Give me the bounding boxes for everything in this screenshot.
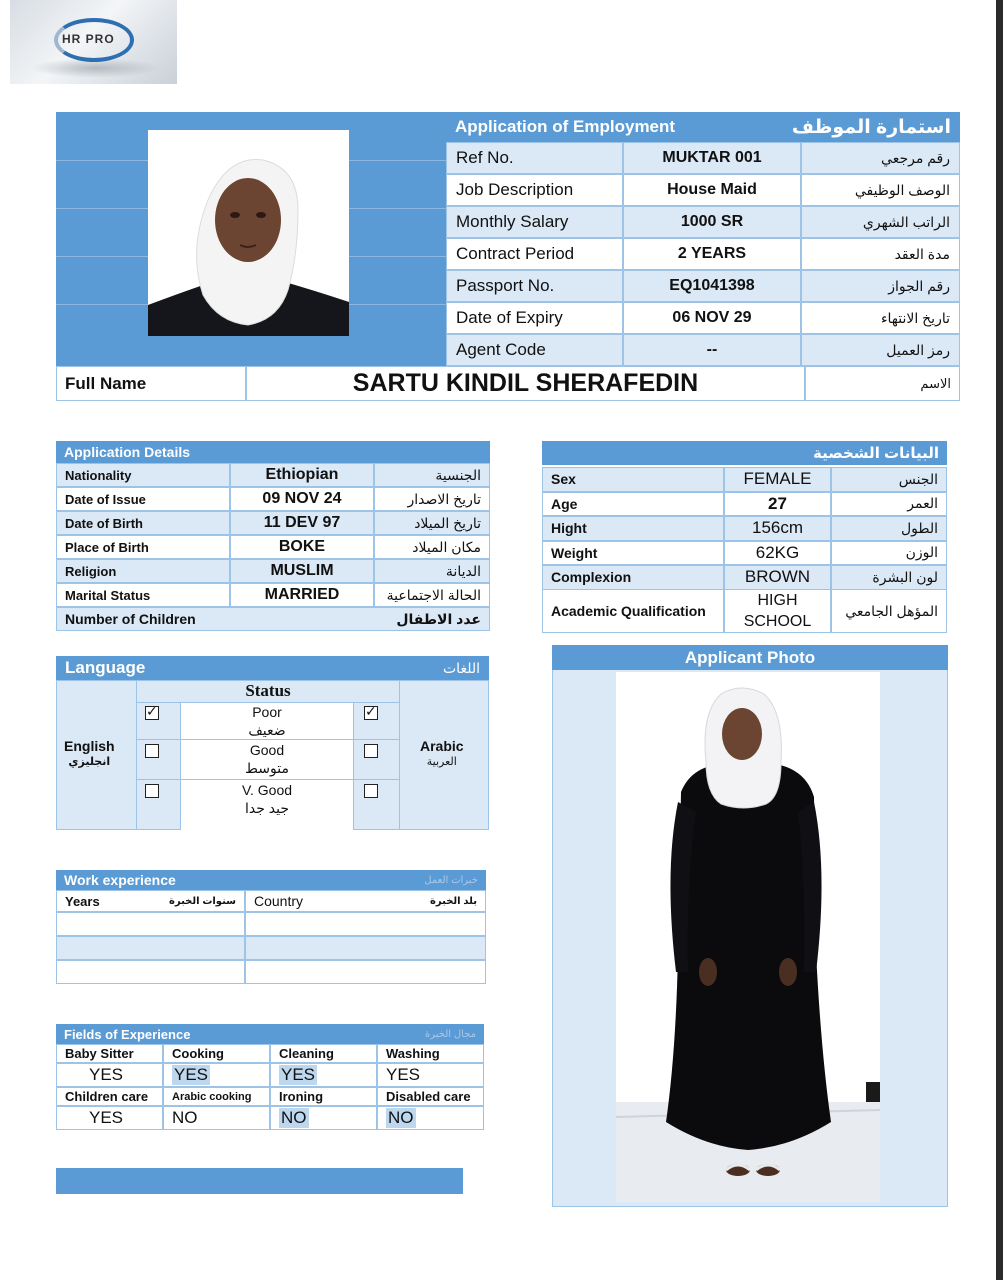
work-title-bar xyxy=(56,870,486,890)
field-row1-2-value-cell xyxy=(270,1063,377,1087)
app-row-2-label: Date of Birth xyxy=(56,511,230,535)
employment-title-bar xyxy=(446,112,960,142)
field-row2-1-label: Arabic cooking xyxy=(163,1087,270,1106)
personal-row-0-ar: الجنس xyxy=(831,467,947,492)
years-label-ar: سنوات الخبرة xyxy=(168,895,236,907)
language-title: Language xyxy=(65,658,146,677)
personal-row-4-label: Complexion xyxy=(542,565,724,590)
employment-title-en: Application of Employment xyxy=(455,117,676,136)
work-row-2-years xyxy=(56,936,245,960)
work-title-ar: خبرات العمل xyxy=(424,874,478,886)
header-row-5-ar: تاريخ الانتهاء xyxy=(801,302,960,334)
header-row-1-ar: الوصف الوظيفي xyxy=(801,174,960,206)
hr-pro-logo: HR PRO xyxy=(10,0,177,84)
field-row2-2-value-cell xyxy=(270,1106,377,1130)
fields-title-ar: مجال الخبرة xyxy=(425,1028,476,1040)
app-row-0-ar: الجنسية xyxy=(374,463,490,487)
header-row-4-label: Passport No. xyxy=(446,270,623,302)
academic-value xyxy=(724,589,831,633)
academic-label: Academic Qualification xyxy=(542,589,724,633)
english-ar: انجليزي xyxy=(68,756,111,768)
field-row1-0-value-cell xyxy=(56,1063,163,1087)
work-row-1-country xyxy=(245,912,486,936)
work-row-3-years xyxy=(56,960,245,984)
field-row1-0-label: Baby Sitter xyxy=(56,1044,163,1063)
children-row xyxy=(56,607,490,631)
field-row1-3-value-cell xyxy=(377,1063,484,1087)
header-row-6-ar: رمز العميل xyxy=(801,334,960,366)
arabic-label xyxy=(420,738,464,770)
header-row-0-value: MUKTAR 001 xyxy=(623,142,801,174)
language-title-ar: اللغات xyxy=(443,659,480,676)
header-row-1-value: House Maid xyxy=(623,174,801,206)
lang-level-2 xyxy=(180,781,354,831)
field-row2-2-label: Ironing xyxy=(270,1087,377,1106)
academic-value-2: SCHOOL xyxy=(743,613,812,630)
personal-row-1-value: 27 xyxy=(724,492,831,517)
personal-row-3-ar: الوزن xyxy=(831,541,947,566)
employment-title-ar: استمارة الموظف xyxy=(791,116,951,138)
english-level-2-checkbox[interactable] xyxy=(145,784,159,798)
app-row-2-ar: تاريخ الميلاد xyxy=(374,511,490,535)
fullname-ar: الاسم xyxy=(805,366,960,401)
field-row1-1-value-cell xyxy=(163,1063,270,1087)
field-row2-1-value-cell xyxy=(163,1106,270,1130)
app-row-5-value: MARRIED xyxy=(230,583,374,607)
field-row1-2-label: Cleaning xyxy=(270,1044,377,1063)
applicant-photo-title: Applicant Photo xyxy=(552,645,948,670)
field-row1-1-label: Cooking xyxy=(163,1044,270,1063)
personal-title: البيانات الشخصية xyxy=(542,441,947,465)
children-label: Number of Children xyxy=(65,611,196,627)
work-years-header xyxy=(56,890,245,912)
field-row2-0-value: YES xyxy=(89,1108,124,1127)
app-row-4-label: Religion xyxy=(56,559,230,583)
field-row2-3-value: NO xyxy=(388,1108,414,1127)
arabic-ar: العربية xyxy=(426,756,457,768)
applicant-full-photo xyxy=(616,672,880,1202)
header-row-2-label: Monthly Salary xyxy=(446,206,623,238)
work-row-2-country xyxy=(245,936,486,960)
children-label-ar: عدد الاطفال xyxy=(396,610,481,627)
app-details-title: Application Details xyxy=(56,441,490,463)
lang-level-1-en: Good xyxy=(249,742,285,758)
app-row-5-ar: الحالة الاجتماعية xyxy=(374,583,490,607)
app-row-4-value: MUSLIM xyxy=(230,559,374,583)
field-row2-1-value: NO xyxy=(172,1108,198,1127)
english-label xyxy=(64,738,115,770)
field-row2-0-label: Children care xyxy=(56,1087,163,1106)
work-country-header xyxy=(245,890,486,912)
app-row-1-label: Date of Issue xyxy=(56,487,230,511)
fullname-value: SARTU KINDIL SHERAFEDIN xyxy=(246,366,805,401)
lang-level-1-ar: متوسط xyxy=(245,760,289,776)
years-label: Years xyxy=(65,893,100,909)
lang-level-2-ar: جيد جدا xyxy=(244,800,289,816)
lang-level-1 xyxy=(180,741,354,780)
header-row-5-label: Date of Expiry xyxy=(446,302,623,334)
app-row-5-label: Marital Status xyxy=(56,583,230,607)
portrait-photo xyxy=(148,130,349,336)
header-row-4-value: EQ1041398 xyxy=(623,270,801,302)
app-row-0-label: Nationality xyxy=(56,463,230,487)
header-row-3-label: Contract Period xyxy=(446,238,623,270)
field-row1-0-value: YES xyxy=(89,1065,124,1084)
english-level-0-checkbox[interactable] xyxy=(145,706,159,720)
work-row-1-years xyxy=(56,912,245,936)
header-row-3-value: 2 YEARS xyxy=(623,238,801,270)
english-level-1-checkbox[interactable] xyxy=(145,744,159,758)
app-row-0-value: Ethiopian xyxy=(230,463,374,487)
personal-row-3-label: Weight xyxy=(542,541,724,566)
header-row-2-value: 1000 SR xyxy=(623,206,801,238)
arabic-level-2-checkbox[interactable] xyxy=(364,784,378,798)
language-title-bar xyxy=(56,656,489,680)
header-row-1-label: Job Description xyxy=(446,174,623,206)
field-row2-2-value: NO xyxy=(281,1108,307,1127)
header-row-6-value: -- xyxy=(623,334,801,366)
field-row2-3-value-cell xyxy=(377,1106,484,1130)
app-row-3-ar: مكان الميلاد xyxy=(374,535,490,559)
field-row1-2-value: YES xyxy=(281,1065,316,1084)
app-row-3-label: Place of Birth xyxy=(56,535,230,559)
header-row-0-label: Ref No. xyxy=(446,142,623,174)
personal-row-0-label: Sex xyxy=(542,467,724,492)
header-row-2-ar: الراتب الشهري xyxy=(801,206,960,238)
app-row-2-value: 11 DEV 97 xyxy=(230,511,374,535)
personal-row-1-ar: العمر xyxy=(831,492,947,517)
field-row1-3-value: YES xyxy=(386,1065,421,1084)
app-row-1-ar: تاريخ الاصدار xyxy=(374,487,490,511)
lang-level-2-en: V. Good xyxy=(241,782,293,798)
field-row1-1-value: YES xyxy=(174,1065,209,1084)
country-label: Country xyxy=(254,893,304,909)
personal-row-2-value: 156cm xyxy=(724,516,831,541)
arabic-en: Arabic xyxy=(420,738,464,754)
field-row2-3-label: Disabled care xyxy=(377,1087,484,1106)
academic-value-1: HIGH xyxy=(757,592,798,609)
header-row-3-ar: مدة العقد xyxy=(801,238,960,270)
status-header: Status xyxy=(245,681,291,700)
arabic-level-1-checkbox[interactable] xyxy=(364,744,378,758)
lang-level-0-ar: ضعيف xyxy=(248,722,286,738)
personal-row-0-value: FEMALE xyxy=(724,467,831,492)
app-row-4-ar: الديانة xyxy=(374,559,490,583)
personal-row-2-ar: الطول xyxy=(831,516,947,541)
work-row-3-country xyxy=(245,960,486,984)
field-row2-0-value-cell xyxy=(56,1106,163,1130)
header-row-6-label: Agent Code xyxy=(446,334,623,366)
lang-level-0 xyxy=(180,703,354,740)
lang-level-0-en: Poor xyxy=(252,704,282,720)
fields-title-bar xyxy=(56,1024,484,1044)
app-row-3-value: BOKE xyxy=(230,535,374,559)
fullname-label: Full Name xyxy=(56,366,246,401)
header-row-4-ar: رقم الجواز xyxy=(801,270,960,302)
footer-bar xyxy=(56,1168,463,1194)
academic-ar: المؤهل الجامعي xyxy=(831,589,947,633)
personal-row-2-label: Hight xyxy=(542,516,724,541)
personal-row-4-ar: لون البشرة xyxy=(831,565,947,590)
fields-title: Fields of Experience xyxy=(64,1026,191,1042)
field-row1-3-label: Washing xyxy=(377,1044,484,1063)
work-title: Work experience xyxy=(64,872,176,888)
personal-row-4-value: BROWN xyxy=(724,565,831,590)
english-en: English xyxy=(64,738,115,754)
header-row-0-ar: رقم مرجعي xyxy=(801,142,960,174)
personal-row-3-value: 62KG xyxy=(724,541,831,566)
personal-row-1-label: Age xyxy=(542,492,724,517)
header-row-5-value: 06 NOV 29 xyxy=(623,302,801,334)
app-row-1-value: 09 NOV 24 xyxy=(230,487,374,511)
country-label-ar: بلد الخبرة xyxy=(430,895,477,907)
arabic-level-0-checkbox[interactable] xyxy=(364,706,378,720)
